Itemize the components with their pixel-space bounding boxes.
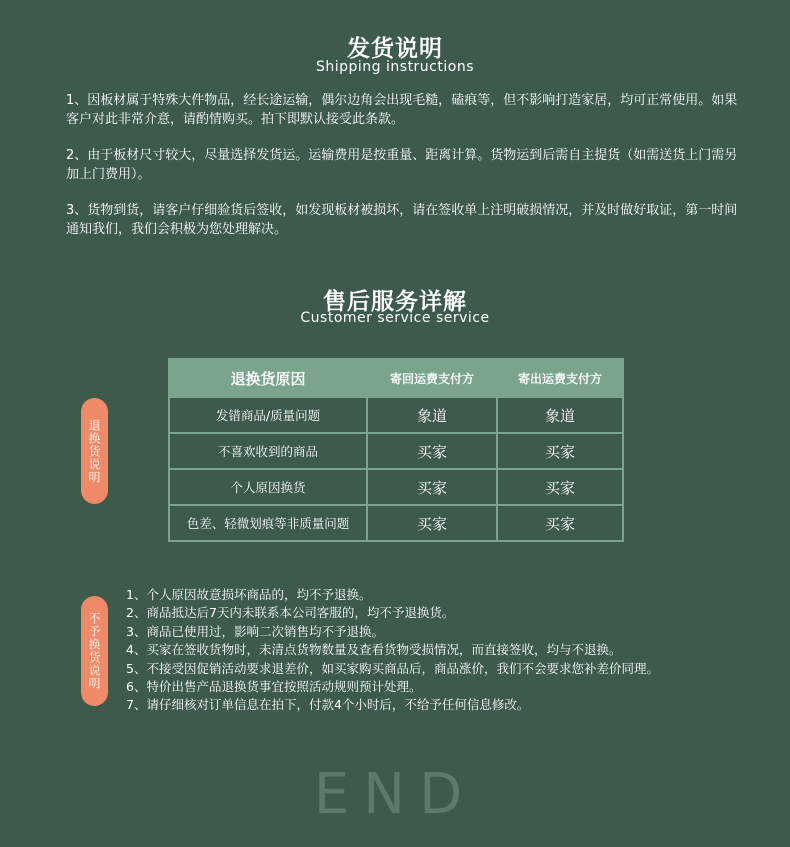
list-item: 7、请仔细核对订单信息在拍下，付款4个小时后，不给予任何信息修改。 — [126, 697, 530, 713]
row-reason: 不喜欢收到的商品 — [169, 433, 367, 469]
list-item: 5、不接受因促销活动要求退差价，如买家购买商品后，商品涨价，我们不会要求您补差价同理。 — [126, 660, 659, 676]
header-return-shipping-payer: 寄回运费支付方 — [367, 359, 497, 397]
row-outbound-payer: 买家 — [497, 505, 623, 541]
row-outbound-payer: 买家 — [497, 469, 623, 505]
return-explanation-badge: 退换货说明 — [81, 398, 108, 504]
row-reason: 发错商品/质量问题 — [169, 397, 367, 433]
table-row — [169, 433, 623, 469]
list-item: 2、商品抵达后7天内未联系本公司客服的，均不予退换货。 — [126, 605, 455, 621]
row-reason: 色差、轻微划痕等非质量问题 — [169, 505, 367, 541]
shipping-paragraph-2: 2、由于板材尺寸较大，尽量选择发货运。运输费用是按重量、距离计算。货物运到后需自主提货（如需送货上门需另加上门费用）。 — [66, 148, 738, 182]
header-reason: 退换货原因 — [169, 359, 367, 397]
table-row — [169, 397, 623, 433]
table-row — [169, 469, 623, 505]
table-header-row — [169, 359, 623, 397]
shipping-paragraph-1: 1、因板材属于特殊大件物品，经长途运输，偶尔边角会出现毛糙，磕痕等，但不影响打造家居，均可正常使用。如果客户对此非常介意，请酌情购买。拍下即默认接受此条款。 — [66, 93, 738, 127]
list-item: 3、商品已使用过，影响二次销售均不予退换。 — [126, 623, 384, 639]
row-reason: 个人原因换货 — [169, 469, 367, 505]
no-return-rules-list — [126, 586, 766, 715]
row-outbound-payer: 买家 — [497, 433, 623, 469]
shipping-subtitle: Shipping instructions — [315, 59, 474, 75]
row-return-payer: 象道 — [367, 397, 497, 433]
table-row — [169, 505, 623, 541]
shipping-title: 发货说明 — [347, 36, 443, 62]
list-item: 4、买家在签收货物时，未清点货物数量及查看货物受损情况，而直接签收，均与不退换。 — [126, 642, 622, 658]
list-item: 6、特价出售产品退换货事宜按照活动规则预计处理。 — [126, 679, 422, 695]
service-subtitle: Customer service service — [300, 310, 490, 326]
row-return-payer: 买家 — [367, 469, 497, 505]
list-item: 1、个人原因故意损坏商品的，均不予退换。 — [126, 587, 372, 602]
end-watermark: END — [313, 762, 477, 827]
shipping-paragraph-3: 3、货物到货，请客户仔细验货后签收，如发现板材被损坏，请在签收单上注明破损情况，并及时做好取证，第一时间通知我们，我们会积极为您处理解决。 — [66, 203, 738, 237]
header-outbound-shipping-payer: 寄出运费支付方 — [497, 359, 623, 397]
row-outbound-payer: 象道 — [497, 397, 623, 433]
row-return-payer: 买家 — [367, 505, 497, 541]
shipping-paragraphs — [66, 91, 746, 239]
no-exchange-explanation-badge: 不予换货说明 — [81, 596, 108, 706]
service-title: 售后服务详解 — [323, 289, 467, 315]
return-policy-table — [168, 358, 624, 542]
row-return-payer: 买家 — [367, 433, 497, 469]
